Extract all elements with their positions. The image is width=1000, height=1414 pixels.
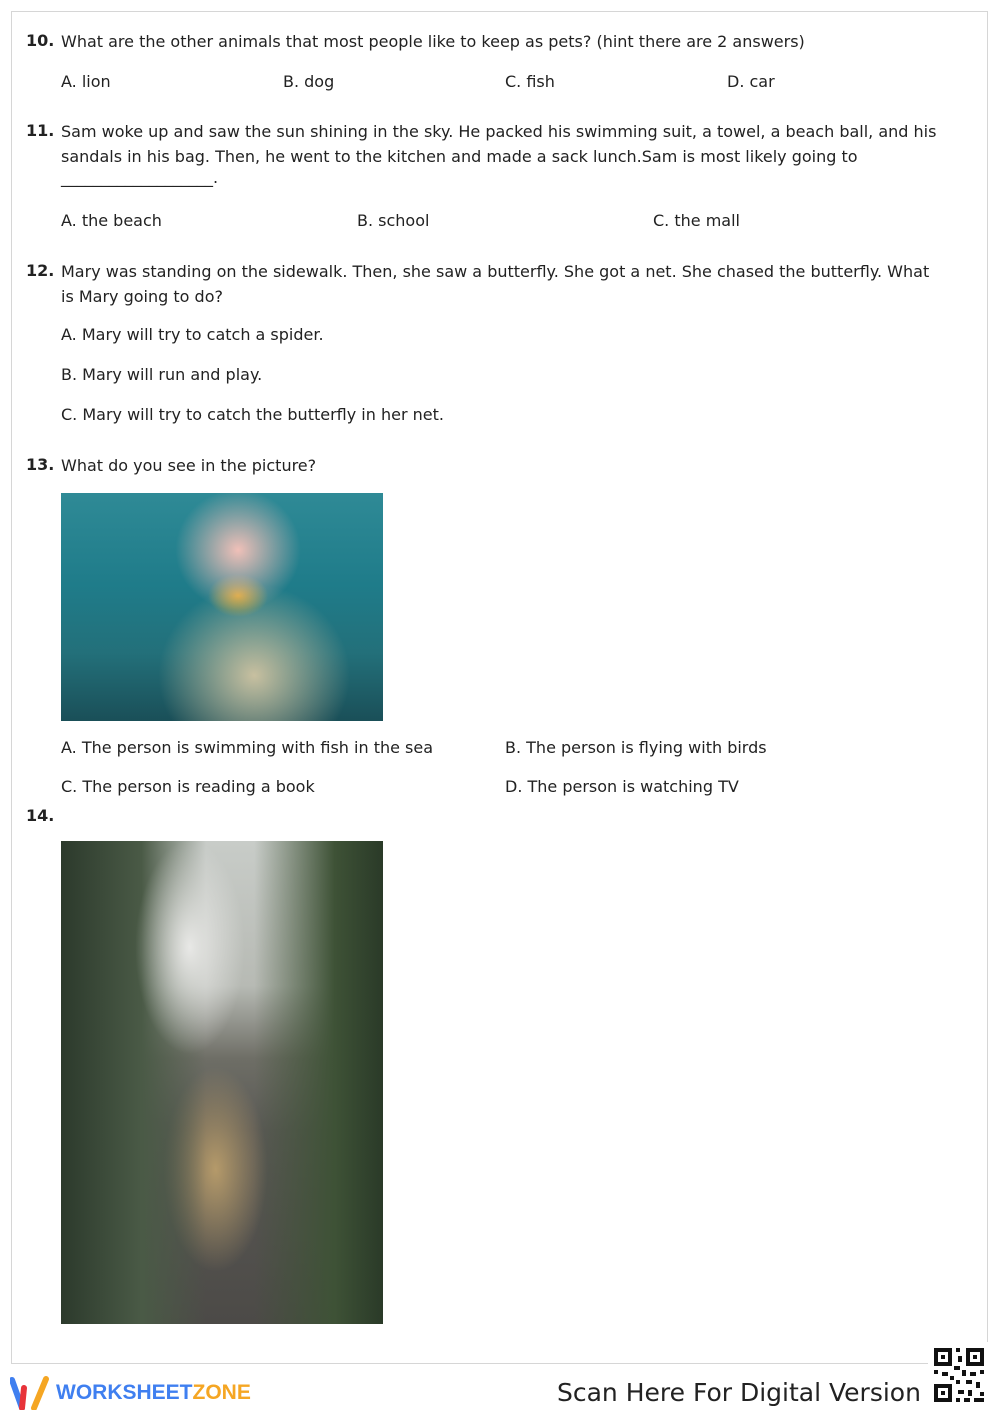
question-10-text: What are the other animals that most people like to keep as pets? (hint there are 2 answers) (61, 32, 805, 51)
scan-here-text: Scan Here For Digital Version (557, 1378, 921, 1407)
question-10-number: 10. (26, 31, 55, 50)
q10-option-b[interactable]: B. dog (283, 72, 335, 91)
question-12-text: Mary was standing on the sidewalk. Then, she saw a butterfly. She got a net. She chased the butterfly. What is Mary going to do? (61, 262, 930, 306)
woman-with-umbrella-photo (61, 841, 383, 1324)
q12-option-c[interactable]: C. Mary will try to catch the butterfly in her net. (61, 405, 444, 424)
q11-option-b[interactable]: B. school (357, 211, 430, 230)
q13-option-d[interactable]: D. The person is watching TV (505, 777, 739, 796)
question-13-number: 13. (26, 455, 55, 474)
snorkeling-with-fish-photo (61, 493, 383, 721)
q10-option-a[interactable]: A. lion (61, 72, 111, 91)
q10-option-d[interactable]: D. car (727, 72, 775, 91)
qr-code-graphic (928, 1342, 990, 1408)
q12-option-b[interactable]: B. Mary will run and play. (61, 365, 263, 384)
q11-option-c[interactable]: C. the mall (653, 211, 740, 230)
q11-option-a[interactable]: A. the beach (61, 211, 162, 230)
q12-option-a[interactable]: A. Mary will try to catch a spider. (61, 325, 324, 344)
question-12-number: 12. (26, 261, 55, 280)
q13-option-b[interactable]: B. The person is flying with birds (505, 738, 767, 757)
question-11-number: 11. (26, 121, 55, 140)
question-13-text: What do you see in the picture? (61, 456, 317, 475)
qr-code-icon[interactable] (928, 1342, 990, 1408)
q11-answer-blank: ___________________. (61, 168, 219, 187)
logo-w-icon (10, 1376, 50, 1410)
q13-option-a[interactable]: A. The person is swimming with fish in the sea (61, 738, 434, 757)
question-11-text: Sam woke up and saw the sun shining in the sky. He packed his swimming suit, a towel, a beach ball, and his sandals in his bag. Then, he went to the kitchen and made a sack lunch.Sam is most likely going to (61, 122, 937, 166)
question-14-number: 14. (26, 806, 55, 825)
logo-text-worksheet: WORKSHEET (56, 1381, 193, 1404)
logo-text-zone: ZONE (192, 1381, 251, 1404)
worksheetzone-logo[interactable] (10, 1376, 251, 1410)
q13-option-c[interactable]: C. The person is reading a book (61, 777, 315, 796)
q10-option-c[interactable]: C. fish (505, 72, 555, 91)
